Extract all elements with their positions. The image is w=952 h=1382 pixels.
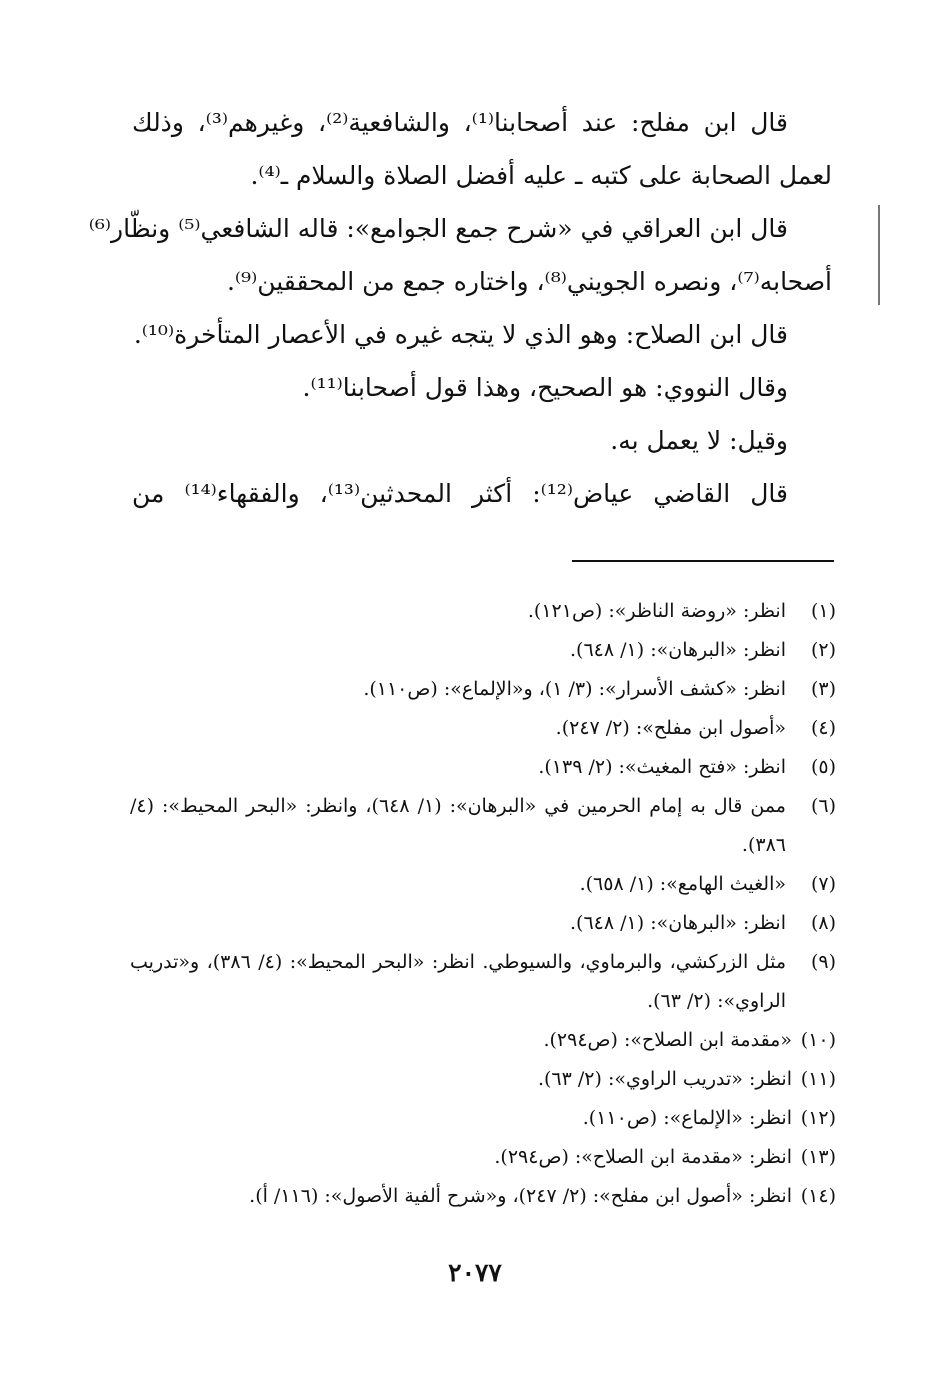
footnote-number: (٩) [810,951,836,973]
footnote-item [130,1099,836,1138]
footnote-number: (١٣) [800,1146,836,1168]
main-text-line: قال ابن مفلح: عند أصحابنا⁽¹⁾، والشافعية⁽²⁾، وغيرهم⁽³⁾، وذلك [132,108,788,137]
main-text-line: قال ابن العراقي في «شرح جمع الجوامع»: قاله الشافعي⁽⁵⁾ ونظّار⁽⁶⁾ [88,214,788,243]
footnote-text: انظر: «البرهان»: (١/ ٦٤٨). [570,912,786,934]
main-text [88,96,832,520]
footnote-item [130,943,836,1021]
footnote-item [130,904,836,943]
page-number: ٢٠٧٧ [448,1258,502,1287]
footnote-text: انظر: «تدريب الراوي»: (٢/ ٦٣). [537,1068,792,1090]
main-text-line: وقيل: لا يعمل به. [610,426,788,455]
footnote-text: «أصول ابن مفلح»: (٢/ ٢٤٧). [555,717,786,739]
footnote-item [130,1138,836,1177]
main-text-line: وقال النووي: هو الصحيح، وهذا قول أصحابنا⁽¹¹⁾. [302,373,788,402]
footnote-item [130,631,836,670]
footnote-text: انظر: «كشف الأسرار»: (٣/ ١)، و«الإلماع»: (ص١١٠). [363,678,786,700]
footnote-number: (٣) [810,678,836,700]
footnote-number: (٤) [810,717,836,739]
footnote-number: (٨) [810,912,836,934]
footnote-item [130,865,836,904]
footnote-text: ممن قال به إمام الحرمين في «البرهان»: (١/ ٦٤٨)، وانظر: «البحر المحيط»: (٤/ ٣٨٦). [130,795,786,856]
footnote-item [130,592,836,631]
footnote-number: (٢) [810,639,836,661]
footnote-text: «الغيث الهامع»: (١/ ٦٥٨). [579,873,786,895]
footnote-item [130,748,836,787]
footnote-separator [572,560,834,562]
footnote-number: (١٠) [800,1029,836,1051]
footnote-text: انظر: «فتح المغيث»: (٢/ ١٣٩). [538,756,786,778]
footnote-text: انظر: «أصول ابن مفلح»: (٢/ ٢٤٧)، و«شرح ألفية الأصول»: (١١٦/ أ). [249,1185,792,1207]
footnote-number: (٧) [810,873,836,895]
footnote-number: (١١) [800,1068,836,1090]
footnote-number: (٥) [810,756,836,778]
footnote-number: (١٢) [800,1107,836,1129]
footnote-item [130,1177,836,1216]
footnote-item [130,1060,836,1099]
footnote-number: (١٤) [800,1185,836,1207]
footnote-text: انظر: «البرهان»: (١/ ٦٤٨). [570,639,786,661]
margin-line [878,205,880,305]
footnote-text: انظر: «الإلماع»: (ص١١٠). [582,1107,792,1129]
footnote-item [130,1021,836,1060]
footnote-text: مثل الزركشي، والبرماوي، والسيوطي. انظر: «البحر المحيط»: (٤/ ٣٨٦)، و«تدريب الراوي»: (٢/ ٦٣). [130,951,786,1012]
footnote-number: (٦) [810,795,836,817]
main-text-line: قال القاضي عياض⁽¹²⁾: أكثر المحدثين⁽¹³⁾، والفقهاء⁽¹⁴⁾ من [132,479,788,508]
footnote-text: «مقدمة ابن الصلاح»: (ص٢٩٤). [543,1029,792,1051]
footnote-text: انظر: «روضة الناظر»: (ص١٢١). [527,600,786,622]
footnote-text: انظر: «مقدمة ابن الصلاح»: (ص٢٩٤). [494,1146,792,1168]
footnote-number: (١) [810,600,836,622]
main-text-line: قال ابن الصلاح: وهو الذي لا يتجه غيره في الأعصار المتأخرة⁽¹⁰⁾. [133,320,788,349]
footnote-item [130,670,836,709]
footnote-item [130,787,836,865]
main-text-line: لعمل الصحابة على كتبه ـ عليه أفضل الصلاة والسلام ـ⁽⁴⁾. [250,161,832,190]
footnotes [130,592,836,1216]
main-text-line: أصحابه⁽⁷⁾، ونصره الجويني⁽⁸⁾، واختاره جمع من المحققين⁽⁹⁾. [226,267,832,296]
footnote-item [130,709,836,748]
